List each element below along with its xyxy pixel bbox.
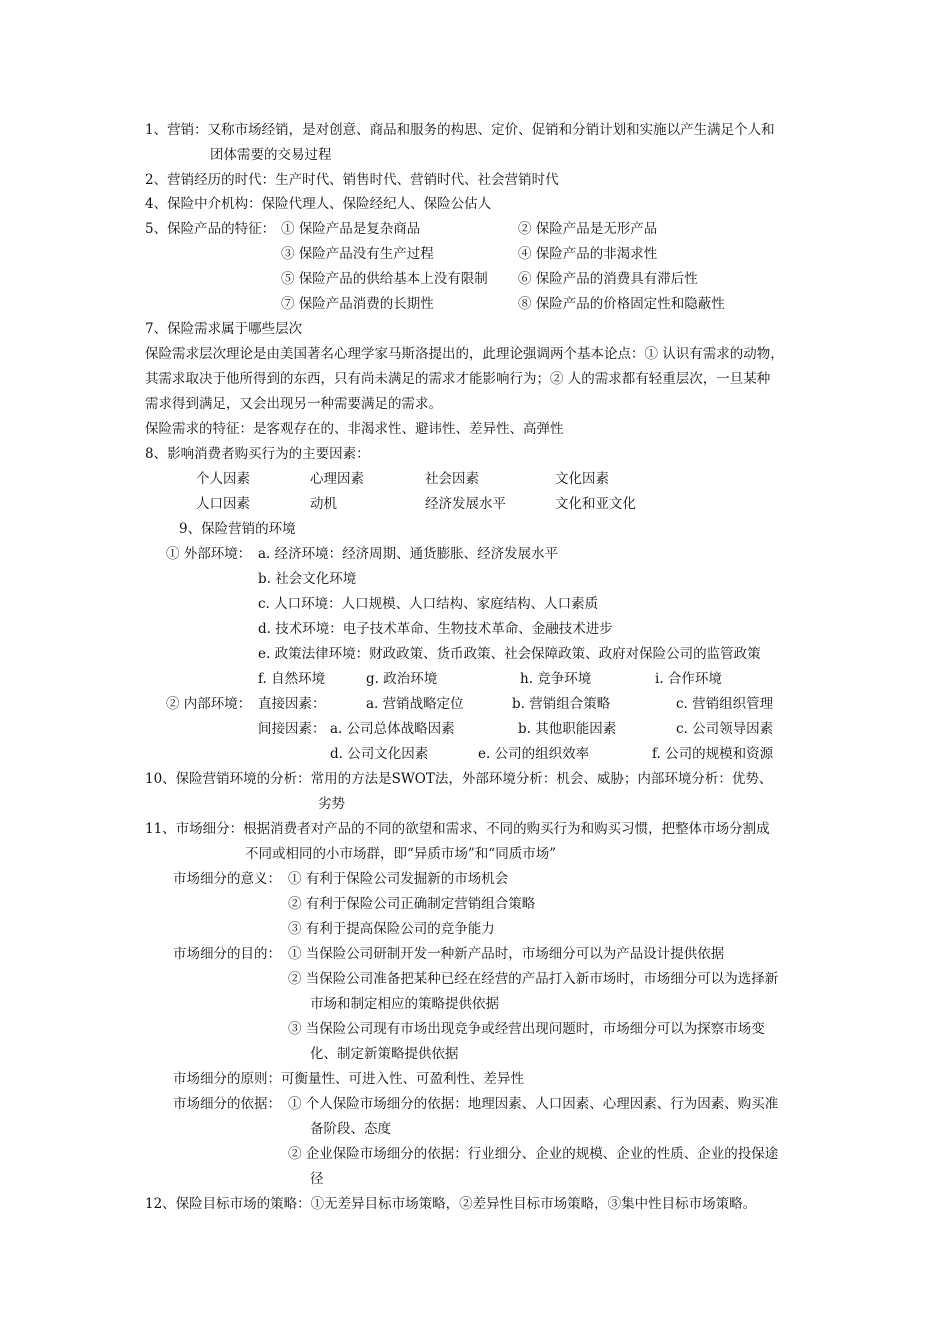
purpose-3-line-2: 化、制定新策略提供依据 xyxy=(310,1046,459,1062)
item-10-line-2: 劣势 xyxy=(318,796,345,812)
feature-8: ⑧ 保险产品的价格固定性和隐蔽性 xyxy=(518,296,725,312)
feature-5: ⑤ 保险产品的供给基本上没有限制 xyxy=(281,271,488,287)
significance-1: ① 有利于保险公司发掘新的市场机会 xyxy=(288,871,509,887)
purpose-2-line-1: ② 当保险公司准备把某种已经在经营的产品打入新市场时，市场细分可以为选择新 xyxy=(288,971,779,987)
external-env-heading: ① 外部环境： xyxy=(166,546,252,562)
significance-3: ③ 有利于提高保险公司的竞争能力 xyxy=(288,921,495,937)
item-11-line-2: 不同或相同的小市场群，即“异质市场”和“同质市场” xyxy=(245,846,557,862)
feature-1: ① 保险产品是复杂商品 xyxy=(281,221,421,237)
indirect-factor-c: c. 公司领导因素 xyxy=(676,721,774,737)
basis-heading: 市场细分的依据： xyxy=(173,1096,281,1112)
feature-3: ③ 保险产品没有生产过程 xyxy=(281,246,434,262)
feature-7: ⑦ 保险产品消费的长期性 xyxy=(281,296,434,312)
principle: 市场细分的原则：可衡量性、可进入性、可盈利性、差异性 xyxy=(173,1071,524,1087)
external-env-d: d. 技术环境：电子技术革命、生物技术革命、金融技术进步 xyxy=(258,621,613,637)
factor: 文化和亚文化 xyxy=(555,496,636,512)
direct-factor-c: c. 营销组织管理 xyxy=(676,696,774,712)
indirect-factor-d: d. 公司文化因素 xyxy=(330,746,429,762)
basis-2-line-2: 径 xyxy=(310,1171,324,1187)
internal-env-heading: ② 内部环境： xyxy=(166,696,252,712)
purpose-heading: 市场细分的目的： xyxy=(173,946,281,962)
feature-6: ⑥ 保险产品的消费具有滞后性 xyxy=(518,271,698,287)
indirect-factor-b: b. 其他职能因素 xyxy=(518,721,617,737)
item-4: 4、保险中介机构：保险代理人、保险经纪人、保险公估人 xyxy=(145,196,492,212)
item-7-para-line-4: 保险需求的特征：是客观存在的、非渴求性、避讳性、差异性、高弹性 xyxy=(145,421,564,437)
item-1-line-2: 团体需要的交易过程 xyxy=(210,147,332,163)
factor: 人口因素 xyxy=(196,496,250,512)
item-5-heading: 5、保险产品的特征： xyxy=(145,221,276,237)
significance-2: ② 有利于保险公司正确制定营销组合策略 xyxy=(288,896,536,912)
direct-factor-b: b. 营销组合策略 xyxy=(512,696,611,712)
external-env-i: i. 合作环境 xyxy=(655,671,722,687)
indirect-factor-e: e. 公司的组织效率 xyxy=(478,746,590,762)
external-env-h: h. 竞争环境 xyxy=(520,671,592,687)
indirect-factor-a: a. 公司总体战略因素 xyxy=(330,721,455,737)
item-12: 12、保险目标市场的策略：①无差异目标市场策略，②差异性目标市场策略，③集中性目标市场策略。 xyxy=(145,1196,757,1212)
basis-1-line-2: 备阶段、态度 xyxy=(310,1121,391,1137)
item-9-heading: 9、保险营销的环境 xyxy=(179,521,296,537)
factor: 动机 xyxy=(310,496,337,512)
feature-2: ② 保险产品是无形产品 xyxy=(518,221,658,237)
direct-factor-a: a. 营销战略定位 xyxy=(366,696,464,712)
item-7-heading: 7、保险需求属于哪些层次 xyxy=(145,321,303,337)
basis-1-line-1: ① 个人保险市场细分的依据：地理因素、人口因素、心理因素、行为因素、购买准 xyxy=(288,1096,779,1112)
purpose-2-line-2: 市场和制定相应的策略提供依据 xyxy=(310,996,499,1012)
feature-4: ④ 保险产品的非渴求性 xyxy=(518,246,658,262)
basis-2-line-1: ② 企业保险市场细分的依据：行业细分、企业的规模、企业的性质、企业的投保途 xyxy=(288,1146,779,1162)
purpose-1: ① 当保险公司研制开发一种新产品时，市场细分可以为产品设计提供依据 xyxy=(288,946,725,962)
item-1-line-1: 1、营销：又称市场经销，是对创意、商品和服务的构思、定价、促销和分销计划和实施以产生满足个人和 xyxy=(145,122,775,138)
factor: 个人因素 xyxy=(196,471,250,487)
item-7-para-line-3: 需求得到满足，又会出现另一种需要满足的需求。 xyxy=(145,396,442,412)
external-env-f: f. 自然环境 xyxy=(258,671,326,687)
factor: 社会因素 xyxy=(425,471,479,487)
indirect-factor-f: f. 公司的规模和资源 xyxy=(652,746,774,762)
item-7-para-line-1: 保险需求层次理论是由美国著名心理学家马斯洛提出的，此理论强调两个基本论点：① 认识有需求的动物， xyxy=(145,346,784,362)
significance-heading: 市场细分的意义： xyxy=(173,871,281,887)
item-10-line-1: 10、保险营销环境的分析：常用的方法是SWOT法，外部环境分析：机会、威胁；内部环境分析：优势、 xyxy=(145,771,773,787)
external-env-c: c. 人口环境：人口规模、人口结构、家庭结构、人口素质 xyxy=(258,596,599,612)
external-env-b: b. 社会文化环境 xyxy=(258,571,357,587)
item-7-para-line-2: 其需求取决于他所得到的东西，只有尚未满足的需求才能影响行为；② 人的需求都有轻重层次，一旦某种 xyxy=(145,371,771,387)
external-env-g: g. 政治环境 xyxy=(366,671,438,687)
item-11-line-1: 11、市场细分：根据消费者对产品的不同的欲望和需求、不同的购买行为和购买习惯，把整体市场分割成 xyxy=(145,821,770,837)
factor: 经济发展水平 xyxy=(425,496,506,512)
indirect-factors-label: 间接因素： xyxy=(258,721,326,737)
item-8-heading: 8、影响消费者购买行为的主要因素： xyxy=(145,446,370,462)
external-env-a: a. 经济环境：经济周期、通货膨胀、经济发展水平 xyxy=(258,546,559,562)
external-env-e: e. 政策法律环境：财政政策、货币政策、社会保障政策、政府对保险公司的监管政策 xyxy=(258,646,761,662)
purpose-3-line-1: ③ 当保险公司现有市场出现竞争或经营出现问题时，市场细分可以为探察市场变 xyxy=(288,1021,765,1037)
direct-factors-label: 直接因素： xyxy=(258,696,326,712)
factor: 文化因素 xyxy=(555,471,609,487)
factor: 心理因素 xyxy=(310,471,364,487)
item-2: 2、营销经历的时代：生产时代、销售时代、营销时代、社会营销时代 xyxy=(145,172,559,188)
